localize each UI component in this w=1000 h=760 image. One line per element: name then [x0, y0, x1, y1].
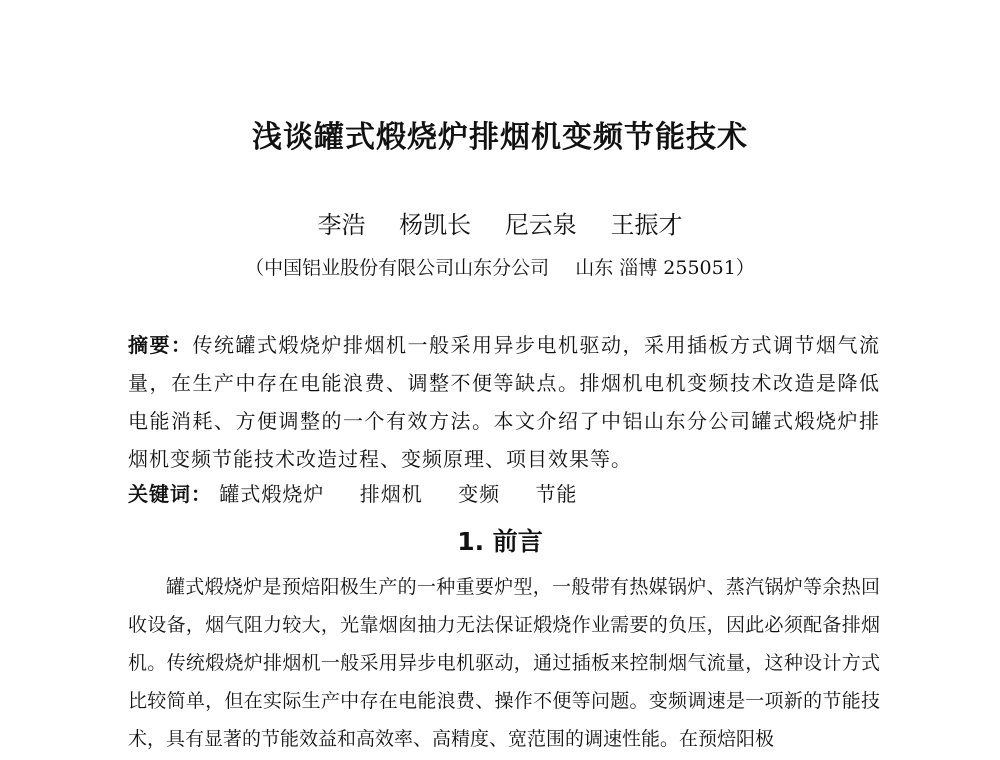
- author-name: 李浩: [317, 211, 366, 239]
- abstract: [128, 326, 880, 478]
- author-name: 杨凯长: [399, 211, 472, 239]
- abstract-label: 摘要：: [128, 333, 193, 357]
- keyword: 变频: [458, 482, 501, 506]
- author-list: [0, 205, 1000, 240]
- affiliation-org: （中国铝业股份有限公司山东分公司: [245, 257, 550, 279]
- abstract-text: 传统罐式煅烧炉排烟机一般采用异步电机驱动，采用插板方式调节烟气流量，在生产中存在电能浪费、调整不便等缺点。排烟机电机变频技术改造是降低电能消耗、方便调整的一个有效方法。本文介绍了中铝山东分公司罐式煅烧炉排烟机变频节能技术改造过程、变频原理、项目效果等。: [128, 333, 880, 471]
- paper-title: 浅谈罐式煅烧炉排烟机变频节能技术: [252, 120, 748, 155]
- affiliation-location: 山东 淄博 255051）: [575, 257, 755, 279]
- affiliation: [0, 253, 1000, 280]
- keyword: 节能: [535, 482, 578, 506]
- author-name: 王振才: [610, 211, 683, 239]
- keywords-label: 关键词：: [128, 482, 212, 506]
- keyword: 罐式煅烧炉: [219, 482, 325, 506]
- author-name: 尼云泉: [504, 211, 577, 239]
- keyword: 排烟机: [359, 482, 423, 506]
- keywords: [128, 478, 880, 507]
- body-paragraph: 罐式煅烧炉是预焙阳极生产的一种重要炉型，一般带有热媒锅炉、蒸汽锅炉等余热回收设备，烟气阻力较大，光靠烟囱抽力无法保证煅烧作业需要的负压，因此必须配备排烟机。传统煅烧炉排烟机一般采用异步电机驱动，通过插板来控制烟气流量，这种设计方式比较简单，但在实际生产中存在电能浪费、操作不便等问题。变频调速是一项新的节能技术，具有显著的节能效益和高效率、高精度、宽范围的调速性能。在预焙阳极: [128, 576, 880, 750]
- section-heading: 1. 前言: [457, 527, 543, 556]
